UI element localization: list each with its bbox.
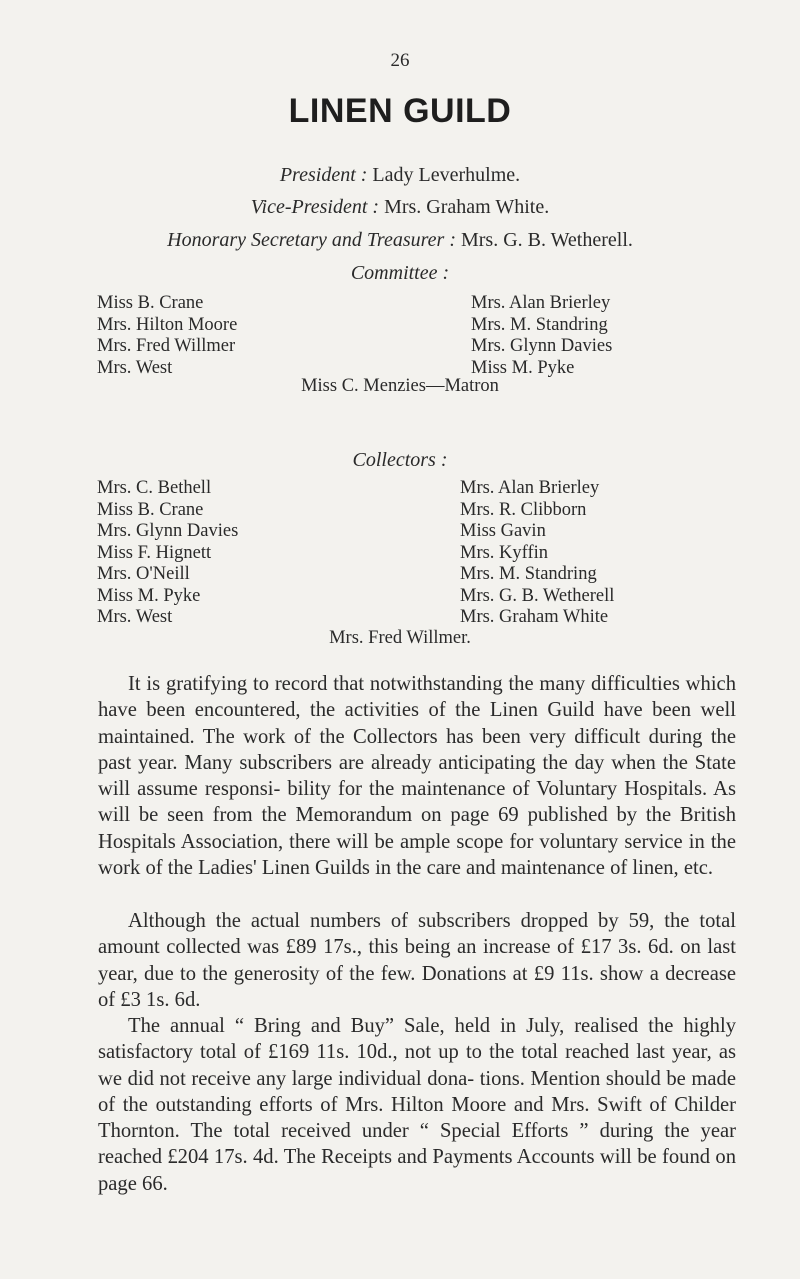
collector: Mrs. O'Neill: [97, 564, 190, 584]
collectors-last-line: Mrs. Fred Willmer.: [329, 628, 471, 648]
page-title: LINEN GUILD: [288, 92, 512, 130]
vice-president-label: Vice-President :: [250, 196, 380, 218]
collector: Miss Gavin: [460, 521, 546, 541]
secretary-treasurer-name: Mrs. G. B. Wetherell.: [460, 229, 633, 251]
body-paragraph-2: Although the actual numbers of subscribers dropped by 59, the total amount collected was £89 17s., this being an increase of £17 3s. 6d. on last year, due to the generosity of the few. Donations at £9 11s. show a decrease of £3 1s. 6d.: [98, 910, 736, 1011]
body-paragraph-1: It is gratifying to record that notwithstanding the many difficulties which have been encountered, the activities of the Linen Guild have been well maintained. The work of the Collectors has been very difficult during the past year. Many subscribers are already anticipating the day when the State will assume responsi- bility for the maintenance of Voluntary Hospitals. As will be seen from the Memorandum on page 69 published by the British Hospitals Association, there will be ample scope for voluntary service in the work of the Ladies' Linen Guilds in the care and maintenance of linen, etc.: [98, 673, 736, 880]
collector: Mrs. Glynn Davies: [97, 521, 239, 541]
collector: Miss M. Pyke: [97, 585, 201, 606]
president-label: President :: [279, 164, 368, 186]
committee-heading: Committee :: [350, 262, 450, 284]
collector: Mrs. C. Bethell: [97, 478, 212, 498]
matron-line: Miss C. Menzies—Matron: [301, 376, 499, 396]
collector: Mrs. R. Clibborn: [460, 499, 587, 520]
committee-member: Miss M. Pyke: [471, 357, 575, 378]
collector: Miss F. Hignett: [97, 542, 212, 563]
committee-member: Mrs. Hilton Moore: [97, 314, 238, 335]
collector: Mrs. West: [97, 607, 173, 627]
vice-president-name: Mrs. Graham White.: [384, 196, 550, 218]
collectors-right-column: [460, 478, 614, 629]
committee-member: Mrs. M. Standring: [471, 314, 608, 335]
president-line: [0, 164, 800, 187]
collector: Mrs. M. Standring: [460, 564, 597, 584]
committee-right-column: [471, 293, 612, 379]
committee-member: Mrs. Alan Brierley: [471, 293, 611, 313]
collector: Mrs. Kyffin: [460, 542, 549, 563]
collector: Mrs. Alan Brierley: [460, 478, 600, 498]
page-number: 26: [390, 50, 410, 71]
committee-member: Mrs. Fred Willmer: [97, 336, 236, 356]
president-name: Lady Leverhulme.: [372, 164, 521, 186]
collector: Mrs. Graham White: [460, 607, 609, 627]
secretary-treasurer-line: [0, 229, 800, 252]
body-paragraph-3: The annual “ Bring and Buy” Sale, held in July, realised the highly satisfactory total of £169 11s. 10d., not up to the total reached last year, as we did not receive any large individual dona- tions. Mention should be made of the outstanding efforts of Mrs. Hilton Moore and Mrs. Swift of Childer Thornton. The total received under “ Special Efforts ” during the year reached £204 17s. 4d. The Receipts and Payments Accounts will be found on page 66.: [98, 1015, 736, 1195]
collector: Mrs. G. B. Wetherell: [460, 585, 615, 606]
secretary-treasurer-label: Honorary Secretary and Treasurer :: [167, 229, 456, 251]
collectors-heading: Collectors :: [352, 449, 448, 471]
committee-member: Mrs. West: [97, 357, 173, 378]
vice-president-line: [0, 196, 800, 219]
committee-member: Miss B. Crane: [97, 293, 204, 313]
committee-member: Mrs. Glynn Davies: [471, 336, 613, 356]
collectors-left-column: [97, 478, 238, 629]
collector: Miss B. Crane: [97, 499, 204, 520]
committee-left-column: [97, 293, 237, 379]
